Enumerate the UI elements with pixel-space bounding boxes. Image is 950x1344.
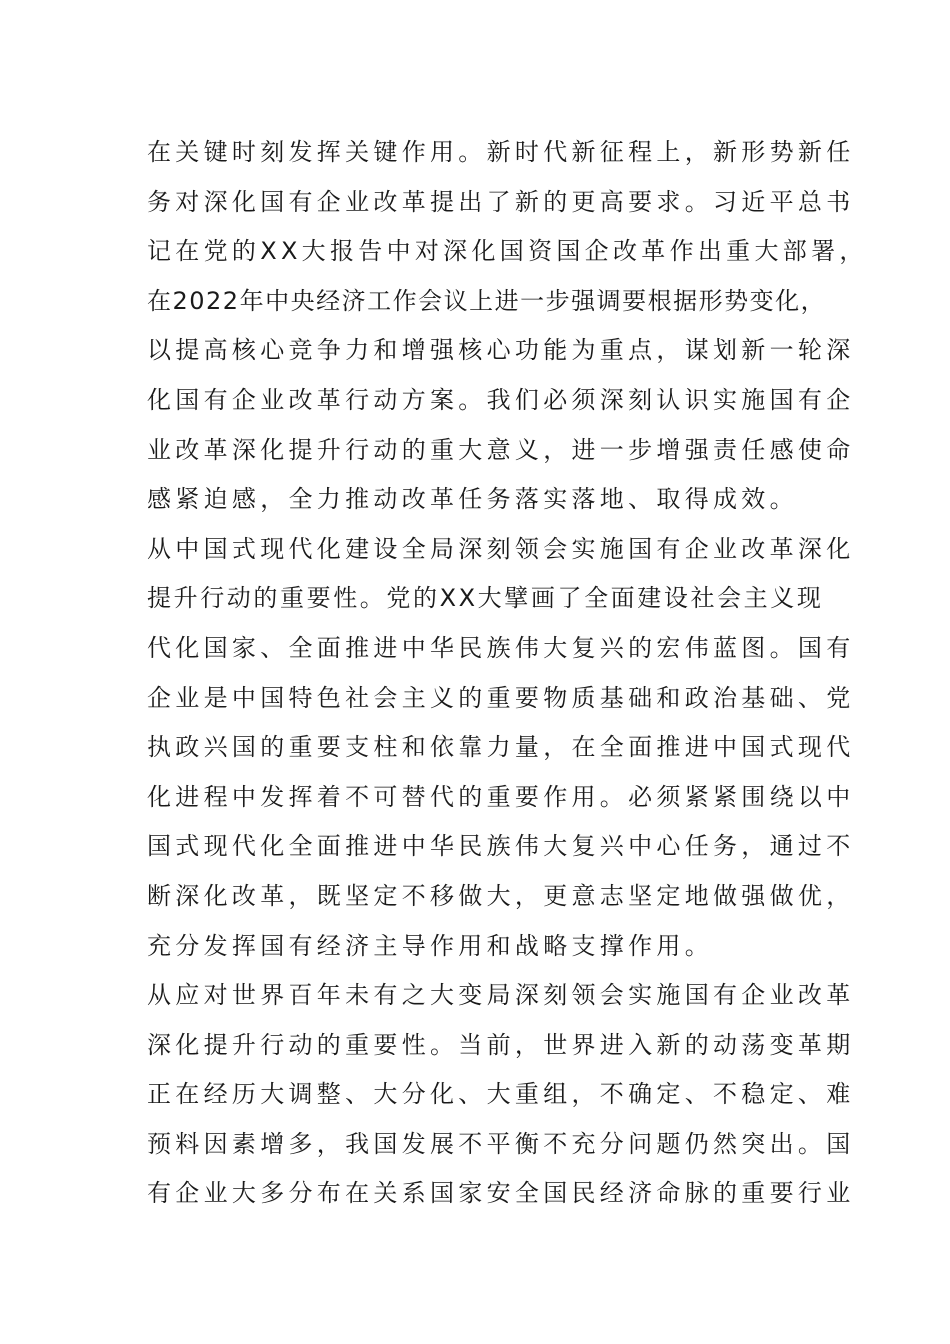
text-line: 感紧迫感，全力推动改革任务落实落地、取得成效。 xyxy=(147,485,798,514)
text-line: 国式现代化全面推进中华民族伟大复兴中心任务，通过不 xyxy=(147,832,855,861)
text-line: 以提高核心竞争力和增强核心功能为重点，谋划新一轮深 xyxy=(147,336,855,365)
text-line: 化进程中发挥着不可替代的重要作用。必须紧紧围绕以中 xyxy=(147,782,855,811)
text-line: 预料因素增多，我国发展不平衡不充分问题仍然突出。国 xyxy=(147,1129,855,1158)
document-body xyxy=(147,128,868,1219)
text-line: 在关键时刻发挥关键作用。新时代新征程上，新形势新任 xyxy=(147,138,855,166)
text-line: 正在经历大调整、大分化、大重组，不确定、不稳定、难 xyxy=(147,1080,855,1109)
text-line: 充分发挥国有经济主导作用和战略支撑作用。 xyxy=(147,931,713,960)
text-line: 记在党的XX大报告中对深化国资国企改革作出重大部署， xyxy=(147,237,868,266)
text-line: 提升行动的重要性。党的XX大擘画了全面建设社会主义现 xyxy=(147,584,824,613)
text-line: 代化国家、全面推进中华民族伟大复兴的宏伟蓝图。国有 xyxy=(147,633,855,662)
text-line: 有企业大多分布在关系国家安全国民经济命脉的重要行业 xyxy=(147,1179,855,1208)
text-line: 业改革深化提升行动的重大意义，进一步增强责任感使命 xyxy=(147,435,855,464)
text-line: 企业是中国特色社会主义的重要物质基础和政治基础、党 xyxy=(147,683,855,712)
text-line: 深化提升行动的重要性。当前，世界进入新的动荡变革期 xyxy=(147,1030,855,1059)
text-line: 化国有企业改革行动方案。我们必须深刻认识实施国有企 xyxy=(147,385,855,414)
text-line: 执政兴国的重要支柱和依靠力量，在全面推进中国式现代 xyxy=(147,733,855,762)
text-line: 断深化改革，既坚定不移做大，更意志坚定地做强做优， xyxy=(147,881,855,910)
text-line: 在2022年中央经济工作会议上进一步强调要根据形势变化， xyxy=(147,286,827,315)
text-line: 务对深化国有企业改革提出了新的更高要求。习近平总书 xyxy=(147,187,855,216)
text-line: 从中国式现代化建设全局深刻领会实施国有企业改革深化 xyxy=(147,534,855,563)
text-line: 从应对世界百年未有之大变局深刻领会实施国有企业改革 xyxy=(147,981,855,1010)
